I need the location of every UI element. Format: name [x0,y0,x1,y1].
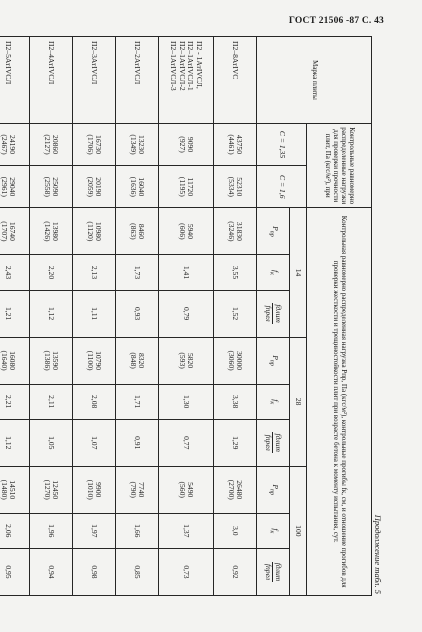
row-mark [73,37,116,124]
ratio-fraction [264,562,282,583]
ratio-d28: 1,29 [214,419,257,466]
p-kgs: (1707) [0,221,9,242]
p-kgs: (593) [178,352,187,369]
ratio-d28: 1,05 [30,419,73,466]
p-subscript: пр [268,359,275,366]
p-kgs: (863) [129,223,138,240]
ratio-d28: 1,07 [73,419,116,466]
p-d28 [214,337,257,384]
p-pa: 5490 [186,482,196,498]
p-d100 [0,466,30,513]
ratio-d14: 0,93 [116,290,159,337]
p-kgs: (1010) [86,479,95,500]
p-kgs: (1426) [43,221,52,242]
load-kgs: (1636) [129,176,138,197]
p-symbol: P [270,226,280,231]
ratio-fraction [264,432,282,453]
f-d100: 1,37 [159,513,214,548]
p-kgs: (1100) [86,350,95,371]
f-d14: 2,43 [0,255,30,290]
ratio-d100: 0,92 [214,548,257,595]
load-c135 [214,123,257,165]
load-c135 [159,123,214,165]
load-pa: 52310 [235,177,245,197]
f-d100: 2,06 [0,513,30,548]
load-kgs: (1195) [178,176,187,197]
header-mark: Марка плиты [257,37,372,124]
p-kgs: (560) [178,481,187,498]
p-d28 [30,337,73,384]
p-subscript: пр [268,489,275,496]
table-row [73,37,116,596]
p-kgs: (606) [178,223,187,240]
header-f-k [257,384,290,419]
page-header: ГОСТ 21506 -87 С. 43 [288,16,384,26]
load-pa: 16040 [137,177,147,197]
mark-line: П2–5АтIVСЛ [4,41,14,85]
f-d28: 3,38 [214,384,257,419]
f-subscript: к [268,272,275,275]
ratio-d14: 1,52 [214,290,257,337]
f-subscript: к [268,530,275,534]
header-ratio [257,548,290,595]
ratio-numerator: fдлит [274,562,283,582]
load-kgs: (927) [178,136,187,153]
load-pa: 9090 [186,136,196,153]
p-kgs: (1386) [43,350,52,371]
p-d14 [30,208,73,255]
f-d14: 1,41 [159,255,214,290]
row-mark [0,37,30,124]
ratio-d100: 0,95 [0,548,30,595]
load-pa: 16730 [94,135,104,155]
mark-line: П2–1АтIVСЛ-2 [178,41,187,91]
f-d100: 3,0 [214,513,257,548]
p-kgs: (1640) [0,350,9,371]
mark-line: П2–4АтIVСЛ [47,41,57,85]
p-kgs: (3060) [227,350,236,371]
p-kgs: (848) [129,352,138,369]
mark-line: П2–8АтIVС [231,41,241,80]
p-d100 [30,466,73,513]
p-pa: 8460 [137,223,147,239]
p-d100 [159,466,214,513]
p-pa: 7740 [137,482,147,498]
ratio-d100: 0,73 [159,548,214,595]
load-kgs: (2961) [0,176,9,197]
table-row [214,37,257,596]
f-d14: 3,55 [214,255,257,290]
load-kgs: (2127) [43,134,52,155]
ratio-denominator: fпрел [264,563,274,581]
data-table [0,36,372,596]
p-pa: 10980 [94,221,104,241]
load-pa: 13230 [137,135,147,155]
p-pa: 5940 [186,223,196,239]
header-f-k [257,255,290,290]
header-c16: C = 1,6 [257,166,307,208]
p-pa: 8320 [137,352,147,369]
f-d14: 2,20 [30,255,73,290]
load-pa: 20860 [51,135,61,155]
p-d100 [73,466,116,513]
load-kgs: (2467) [0,134,9,155]
mark-line: П2–2АтIVСЛ [133,41,143,85]
header-p-pr [257,208,290,255]
p-subscript: пр [268,230,275,237]
p-pa: 13590 [51,351,61,371]
p-d14 [214,208,257,255]
load-c135 [0,123,30,165]
load-kgs: (2558) [43,176,52,197]
mark-line: П2–3АтIVСЛ [90,41,100,85]
f-d28: 1,30 [159,384,214,419]
header-p-pr [257,337,290,384]
ratio-d100: 0,94 [30,548,73,595]
load-pa: 29040 [8,177,18,197]
load-kgs: (1706) [86,134,95,155]
ratio-denominator: fпрел [264,434,274,451]
p-pa: 30000 [235,351,245,371]
row-mark [30,37,73,124]
p-d28 [159,337,214,384]
f-d100: 1,97 [73,513,116,548]
load-c135 [30,123,73,165]
p-symbol: P [270,355,280,360]
load-pa: 20190 [94,177,104,197]
table-row [159,37,214,596]
f-symbol: f [270,528,280,531]
p-d28 [116,337,159,384]
p-pa: 10790 [94,351,104,371]
table-row [116,37,159,596]
load-c135 [73,123,116,165]
p-d14 [73,208,116,255]
load-c16 [116,166,159,208]
p-d100 [116,466,159,513]
header-age-28: 28 [290,337,307,466]
p-pa: 13980 [51,221,61,241]
load-kgs: (4461) [227,134,236,155]
header-c135: C = 1,35 [257,123,307,165]
ratio-d100: 0,85 [116,548,159,595]
ratio-d14: 1,12 [30,290,73,337]
p-kgs: (1120) [86,221,95,242]
header-row-1 [307,37,372,596]
load-kgs: (5334) [227,176,236,197]
mark-line: П2 - 1АтIVСЛ, [195,41,204,89]
header-ratio [257,419,290,466]
load-c16 [30,166,73,208]
f-symbol: f [270,270,280,273]
f-d28: 2,11 [30,384,73,419]
p-d14 [159,208,214,255]
p-d100 [214,466,257,513]
p-pa: 26480 [235,480,245,500]
table-row [0,37,30,596]
ratio-d28: 0,77 [159,419,214,466]
load-c16 [214,166,257,208]
p-pa: 16080 [8,351,18,371]
load-c16 [73,166,116,208]
f-d28: 2,08 [73,384,116,419]
p-pa: 5820 [186,352,196,369]
f-d28: 1,71 [116,384,159,419]
p-symbol: P [270,484,280,490]
table-caption: Продолжение табл. 5 [373,514,383,594]
ratio-d14: 1,11 [73,290,116,337]
ratio-d100: 0,98 [73,548,116,595]
load-pa: 11720 [186,177,196,197]
p-pa: 14510 [8,480,18,500]
header-p-pr [257,466,290,513]
p-kgs: (790) [129,481,138,498]
p-pa: 9900 [94,482,104,498]
ratio-numerator: fдлит [274,433,283,453]
ratio-d14: 1,21 [0,290,30,337]
mark-line: П2–1АтIVСЛ-3 [169,41,179,91]
ratio-d28: 1,12 [0,419,30,466]
p-d14 [0,208,30,255]
load-c135 [116,123,159,165]
f-d100: 1,96 [30,513,73,548]
rotated-table-block [0,36,384,596]
row-mark [159,37,214,124]
row-mark [116,37,159,124]
load-kgs: (1349) [129,134,138,155]
p-kgs: (2700) [227,479,236,500]
ratio-d14: 0,79 [159,290,214,337]
header-f-k [257,513,290,548]
load-c16 [0,166,30,208]
header-ratio [257,290,290,337]
load-c16 [159,166,214,208]
load-pa: 24190 [8,135,18,155]
load-pa: 43750 [235,135,245,155]
ratio-denominator: fпрел [264,305,274,322]
f-d14: 1,73 [116,255,159,290]
f-subscript: к [268,401,275,405]
row-mark [214,37,257,124]
p-kgs: (1270) [43,479,52,500]
ratio-fraction [264,303,282,324]
header-age-100: 100 [290,466,307,595]
f-d100: 1,66 [116,513,159,548]
p-d28 [73,337,116,384]
p-kgs: (1480) [0,479,9,500]
ratio-numerator: fдлит [274,304,283,323]
mark-line: П2–1АтIVСЛ-1 [186,41,196,91]
load-kgs: (2059) [86,176,95,197]
p-kgs: (3246) [227,221,236,242]
p-pa: 16740 [8,221,18,241]
p-d28 [0,337,30,384]
p-pa: 31830 [235,221,245,241]
f-d14: 2,13 [73,255,116,290]
p-pa: 12450 [51,480,61,500]
table-row [30,37,73,596]
load-pa: 25090 [51,177,61,197]
f-d28: 2,21 [0,384,30,419]
p-d14 [116,208,159,255]
header-group-title: Контрольная равномерно распределенная нагрузка Pпр, Па (кгс/м²), контрольные прогибы fк, см, и отношение прогибов для проверки жесткости и трещиностойкости плит при возрасте бетона к моменту испытания, сут. [307,208,372,596]
f-symbol: f [270,399,280,402]
header-age-14: 14 [290,208,307,337]
header-control-load: Контрольные равномерно распределенные нагрузки для проверки прочности плит, Па (кгс/м²), при [307,123,372,208]
ratio-d28: 0,91 [116,419,159,466]
